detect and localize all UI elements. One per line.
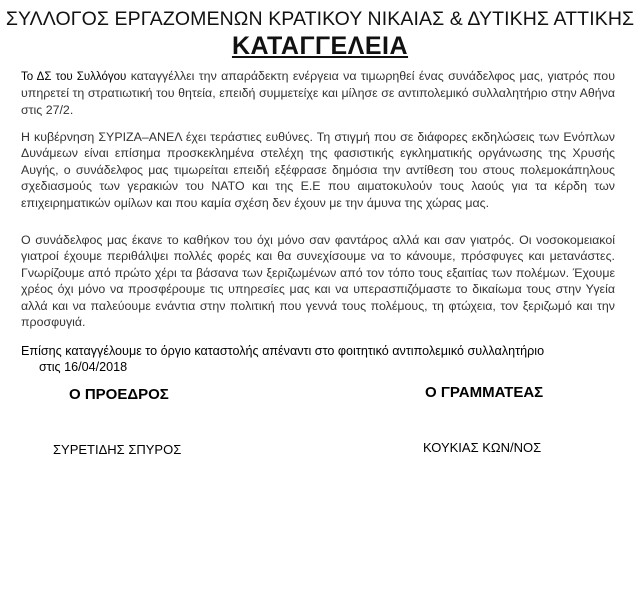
paragraph-3: Ο συνάδελφος μας έκανε το καθήκον του όχι μόνο σαν φαντάρος αλλά και σαν γιατρός. Οι νοσοκομειακοί γιατροί έχουμε περιθάλψει πολλές φορές και θα συνεχίσουμε να το κάνουμε, πρόσφυγες και μετανάστες. Γνωρίζουμε από πρώτο χέρι τα βάσανα των ξεριζωμένων από τον τόπο τους εξαιτίας των πολέμων. Έχουμε χρέος όχι μόνο να προσφέρουμε τις υπηρεσίες μας και να υπερασπιζόμαστε το δικαίωμα τους στην Υγεία αλλά και να παλεύουμε ενάντια στην πολιτική που γεννά τους πολέμους, τη φτώχεια, τον ξεριζωμό και την προσφυγιά. [21, 233, 615, 330]
secretary-name: ΚΟΥΚΙΑΣ ΚΩΝ/ΝΟΣ [423, 440, 542, 455]
secretary-title: Ο ΓΡΑΜΜΑΤΕΑΣ [425, 384, 544, 401]
paragraph-4 [21, 343, 621, 376]
paragraph-1 [21, 68, 615, 118]
paragraph-1-lead: Το ΔΣ του Συλλόγου [21, 71, 127, 83]
paragraph-2: Η κυβέρνηση ΣΥΡΙΖΑ–ΑΝΕΛ έχει τεράστιες ευθύνες. Τη στιγμή που σε διάφορες εκδηλώσεις των Ενόπλων Δυνάμεων είναι επίσημα προσκεκλημένα στελέχη της φασιστικής εγκληματικής οργάνωσης της Χρυσής Αυγής, ο συνάδελφος μας τιμωρείται επειδή εξέφρασε δημόσια την αντίθεση του στους πολεμοκάπηλους σχεδιασμούς των γερακιών του ΝΑΤΟ και της Ε.Ε που αιματοκυλούν τους λαούς για τα κέρδη των επιχειρηματικών ομίλων και που καμία σχέση δεν έχουν με την άμυνα της χώρας μας. [21, 130, 615, 210]
paragraph-4-line-2: στις 16/04/2018 [39, 360, 128, 375]
president-name: ΣΥΡΕΤΙΔΗΣ ΣΠΥΡΟΣ [53, 442, 182, 457]
union-header: ΣΥΛΛΟΓΟΣ ΕΡΓΑΖΟΜΕΝΩΝ ΚΡΑΤΙΚΟΥ ΝΙΚΑΙΑΣ & ΔΥΤΙΚΗΣ ΑΤΤΙΚΗΣ [5, 8, 635, 30]
paragraph-1-text: καταγγέλλει την απαράδεκτη ενέργεια να τιμωρηθεί ένας συνάδελφος μας, γιατρός που υπηρετεί τη στρατιωτική του θητεία, επειδή συμμετείχε και μίλησε σε αντιπολεμικό συλλαλητήριο στην Αθήνα στις 27/2. [21, 69, 615, 117]
paragraph-4-line-1: Επίσης καταγγέλουμε το όργιο καταστολής απέναντι στο φοιτητικό αντιπολεμικό συλλαλητήριο [21, 344, 545, 358]
document-title: ΚΑΤΑΓΓΕΛΕΙΑ [231, 32, 409, 60]
president-title: Ο ΠΡΟΕΔΡΟΣ [69, 386, 169, 403]
